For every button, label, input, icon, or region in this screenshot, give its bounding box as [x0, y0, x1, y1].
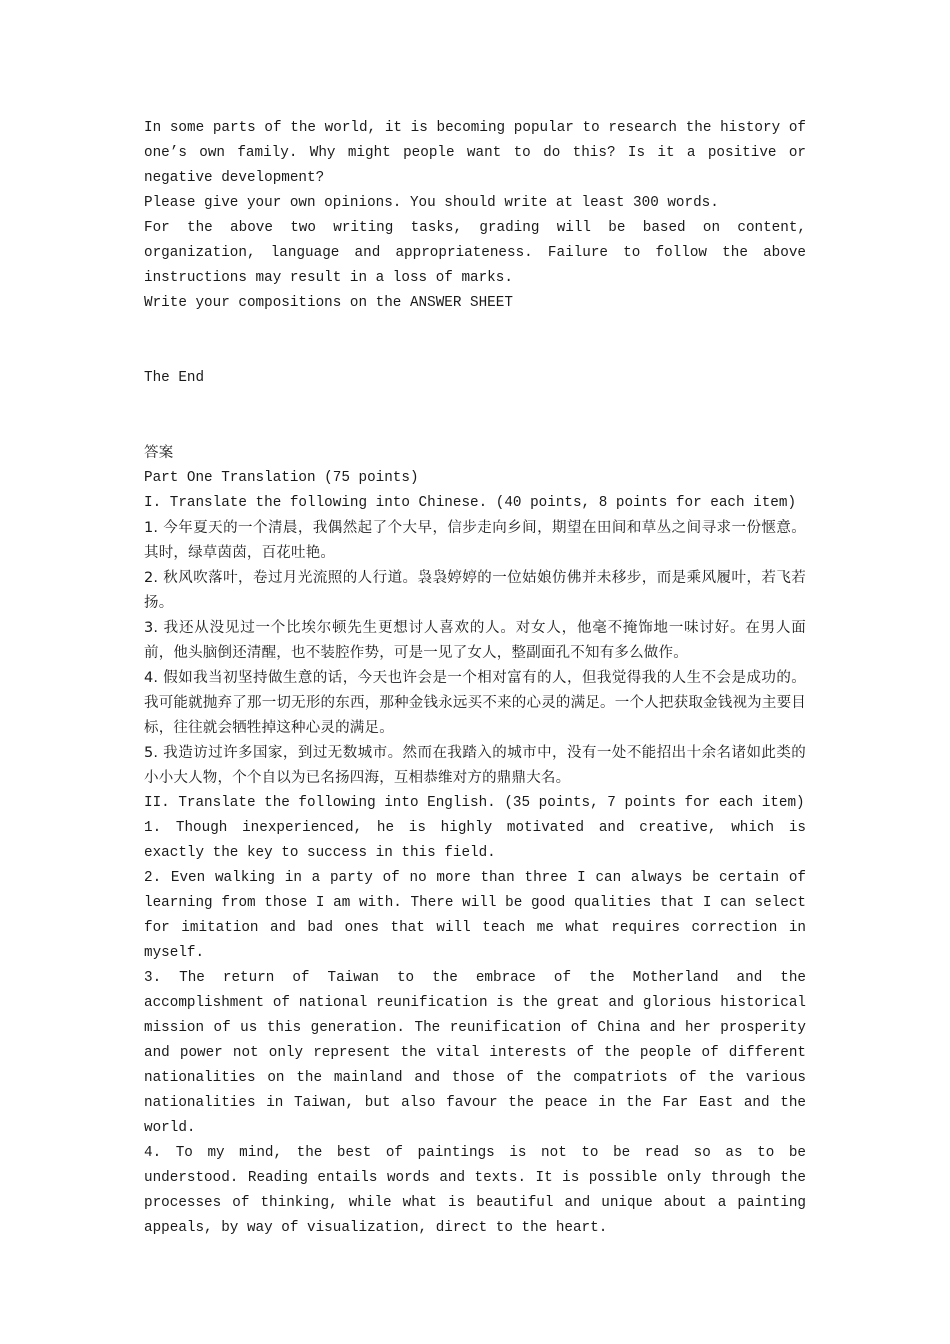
answer-sheet-instruction: Write your compositions on the ANSWER SHEET [144, 295, 513, 311]
answer-item: 5. 我造访过许多国家，到过无数城市。然而在我踏入的城市中，没有一处不能招出十余名诸如此类的小小大人物，个个自以为已名扬四海，互相恭维对方的鼎鼎大名。 [144, 745, 806, 786]
section-2-title: II. Translate the following into English. (35 points, 7 points for each item) [144, 795, 805, 811]
answer-item: 3. The return of Taiwan to the embrace of the Motherland and the accomplishment of national reunification is the great and glorious historical mission of us this generation. The reunification of China and her prosperity and power not only represent the vital interests of the people of different nationalities on the mainland and those of the compatriots of the various nationalities in Taiwan, but also favour the peace in the Far East and the world. [144, 970, 806, 1136]
answer-item: 4. 假如我当初坚持做生意的话，今天也许会是一个相对富有的人，但我觉得我的人生不会是成功的。我可能就抛弃了那一切无形的东西，那种金钱永远买不来的心灵的满足。一个人把获取金钱视为主要目标，往往就会牺牲掉这种心灵的满足。 [144, 670, 806, 736]
part-one-heading: Part One Translation (75 points) [144, 470, 419, 486]
answer-item: 1. 今年夏天的一个清晨，我偶然起了个大早，信步走向乡间，期望在田间和草丛之间寻求一份惬意。其时，绿草茵茵，百花吐艳。 [144, 520, 806, 561]
answer-item: 1. Though inexperienced, he is highly motivated and creative, which is exactly the key to success in this field. [144, 820, 806, 861]
answer-item: 3. 我还从没见过一个比埃尔顿先生更想讨人喜欢的人。对女人，他毫不掩饰地一味讨好。在男人面前，他头脑倒还清醒，也不装腔作势，可是一见了女人，整副面孔不知有多么做作。 [144, 620, 806, 661]
answer-item: 4. To my mind, the best of paintings is not to be read so as to be understood. Reading entails words and texts. It is possible only through the processes of thinking, while what is beautiful and unique about a painting appeals, by way of visualization, direct to the heart. [144, 1145, 806, 1236]
answer-item: 2. 秋风吹落叶，卷过月光流照的人行道。袅袅婷婷的一位姑娘仿佛并未移步，而是乘风履叶，若飞若扬。 [144, 570, 806, 611]
grading-instruction: For the above two writing tasks, grading will be based on content, organization, language and appropriateness. Failure to follow the above instructions may result in a loss of marks. [144, 220, 806, 286]
section-1-title: I. Translate the following into Chinese. (40 points, 8 points for each item) [144, 495, 797, 511]
writing-opinion-instruction: Please give your own opinions. You should write at least 300 words. [144, 195, 719, 211]
document-page [144, 116, 806, 1241]
the-end-label: The End [144, 370, 205, 386]
answers-heading: 答案 [144, 445, 174, 461]
writing-prompt: In some parts of the world, it is becoming popular to research the history of one’s own family. Why might people want to do this? Is it a positive or negative development? [144, 120, 806, 186]
answer-item: 2. Even walking in a party of no more than three I can always be certain of learning from those I am with. There will be good qualities that I can select for imitation and bad ones that will teach me what requires correction in myself. [144, 870, 806, 961]
